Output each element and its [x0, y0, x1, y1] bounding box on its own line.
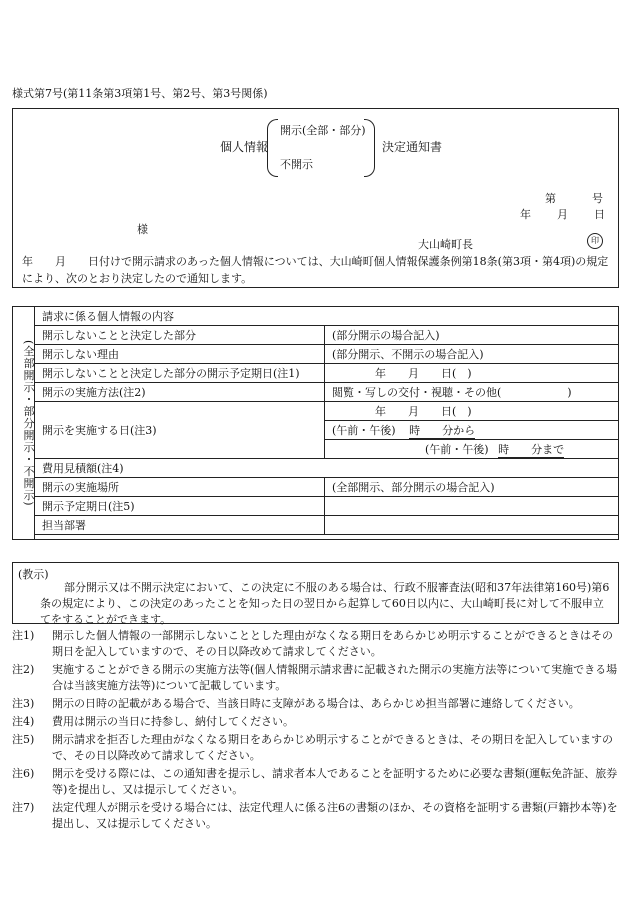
note-text: 費用は開示の当日に持参し、納付してください。 — [52, 715, 294, 728]
row-cost-estimate: 費用見積額(注4) — [35, 459, 619, 478]
date-day: 日 — [594, 208, 605, 221]
time-from-ampm: (午前・午後) — [332, 423, 396, 437]
row-reason-value: (部分開示、不開示の場合記入) — [325, 345, 619, 364]
note-key: 注7) — [12, 801, 35, 814]
form-number-label: 様式第7号(第11条第3項第1号、第2号、第3号関係) — [12, 87, 268, 100]
note-text: 法定代理人が開示を受ける場合には、法定代理人に係る注6の書類のほか、その資格を証明する書類(戸籍抄本等)を提出し、又は提示してください。 — [52, 801, 618, 830]
table-spacer — [35, 535, 619, 540]
note-key: 注5) — [12, 733, 35, 746]
number-suffix: 号 — [592, 192, 603, 205]
note-key: 注1) — [12, 629, 35, 642]
note-text: 開示の日時の記載がある場合で、当該日時に支障がある場合は、あらかじめ担当部署に連絡してください。 — [52, 697, 580, 710]
time-to-value: 時 分まで — [498, 442, 565, 456]
note-text: 実施することができる開示の実施方法等(個人情報開示請求書に記載された開示の実施方法等について実施できる場合は当該実施方法等)について記載しています。 — [52, 663, 618, 692]
row-scheduled-date-label: 開示しないことと決定した部分の開示予定期日(注1) — [35, 364, 325, 383]
row-method-label: 開示の実施方法(注2) — [35, 383, 325, 402]
decision-table — [12, 306, 619, 540]
note-item — [12, 714, 619, 730]
time-from-value: 時 分から — [409, 423, 476, 437]
note-item — [12, 800, 619, 832]
note-key: 注6) — [12, 767, 35, 780]
issuer-mayor: 大山崎町長 — [418, 238, 473, 251]
row-reason-label: 開示しない理由 — [35, 345, 325, 364]
row-implementation-time-to — [325, 440, 619, 459]
option-non-disclosure: 不開示 — [280, 158, 313, 171]
row-department-label: 担当部署 — [35, 516, 325, 535]
recipient-honorific: 様 — [137, 223, 148, 236]
row-location-value: (全部開示、部分開示の場合記入) — [325, 478, 619, 497]
row-requested-content: 請求に係る個人情報の内容 — [35, 307, 619, 326]
row-undisclosed-part-label: 開示しないことと決定した部分 — [35, 326, 325, 345]
note-key: 注3) — [12, 697, 35, 710]
note-text: 開示した個人情報の一部開示しないこととした理由がなくなる期日をあらかじめ明示することができるときはその期日を記入していますので、その日以降改めて請求してください。 — [52, 629, 613, 658]
note-text: 開示を受ける際には、この通知書を提示し、請求者本人であることを証明するために必要な書類(運転免許証、旅券等)を提出し、又は提示してください。 — [52, 767, 618, 796]
note-text: 開示請求を拒否した理由がなくなる期日をあらかじめ明示することができるときは、その期日を記入していますので、その日以降改めて請求してください。 — [52, 733, 613, 762]
note-item — [12, 766, 619, 798]
note-key: 注4) — [12, 715, 35, 728]
option-disclosure: 開示(全部・部分) — [280, 124, 366, 137]
notice-body: 年 月 日付けで開示請求のあった個人情報については、大山崎町個人情報保護条例第18条(第3項・第4項)の規定により、次のとおり決定したので通知します。 — [22, 255, 609, 285]
instruction-heading: (教示) — [18, 568, 49, 581]
title-personal-info: 個人情報 — [220, 140, 269, 154]
row-department-value — [325, 516, 619, 535]
left-bracket — [267, 119, 278, 177]
row-implementation-time-from — [325, 421, 619, 440]
row-disclosure-due-label: 開示予定期日(注5) — [35, 497, 325, 516]
note-item — [12, 662, 619, 694]
row-implementation-date-label: 開示を実施する日(注3) — [35, 402, 325, 459]
row-implementation-date-value: 年 月 日( ) — [325, 402, 619, 421]
notes-list — [12, 628, 619, 834]
note-key: 注2) — [12, 663, 35, 676]
row-scheduled-date-value: 年 月 日( ) — [325, 364, 619, 383]
row-undisclosed-part-value: (部分開示の場合記入) — [325, 326, 619, 345]
number-prefix: 第 — [545, 192, 556, 205]
time-to-ampm: (午前・午後) — [425, 442, 489, 456]
date-year: 年 — [520, 208, 531, 221]
note-item — [12, 628, 619, 660]
decision-type-side-label: (全部開示・部分開示・不開示) — [13, 307, 35, 540]
seal-icon: 印 — [587, 233, 603, 249]
date-month: 月 — [557, 208, 568, 221]
note-item — [12, 696, 619, 712]
row-method-value: 閲覧・写しの交付・視聴・その他( ) — [325, 383, 619, 402]
title-decision-notice: 決定通知書 — [382, 140, 443, 154]
note-item — [12, 732, 619, 764]
row-location-label: 開示の実施場所 — [35, 478, 325, 497]
row-disclosure-due-value — [325, 497, 619, 516]
instruction-text: 部分開示又は不開示決定において、この決定に不服のある場合は、行政不服審査法(昭和37年法律第160号)第6条の規定により、この決定のあったことを知った日の翌日から起算して60日以内に、大山崎町長に対して不服申立てをすることができます。 — [40, 581, 610, 626]
